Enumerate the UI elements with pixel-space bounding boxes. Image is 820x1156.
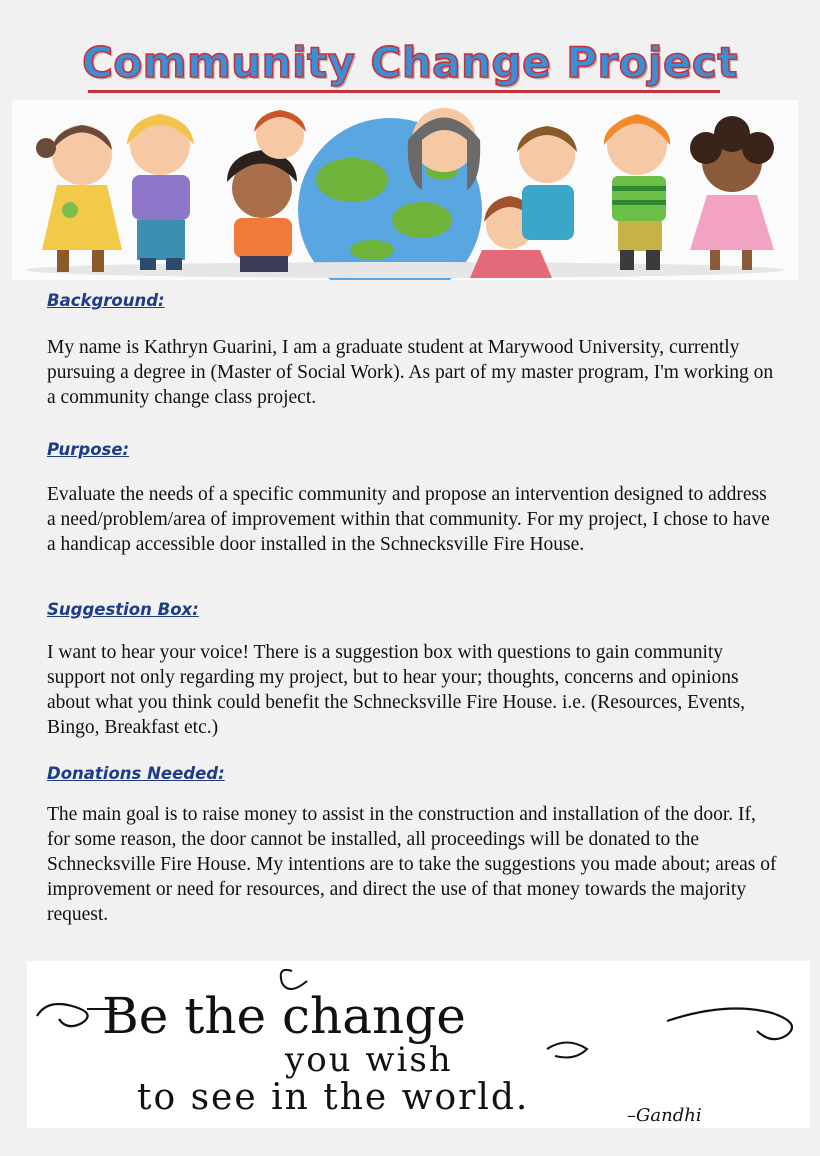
quote-attribution: –Gandhi (627, 1105, 702, 1126)
quote-line-1: Be the change (102, 987, 466, 1045)
children-globe-illustration (12, 100, 798, 280)
title-underline (88, 90, 720, 93)
purpose-text: Evaluate the needs of a specific community and propose an intervention designed to address a need/problem/area of improvement within that community. For my project, I chose to have a handicap accessible door installed in the Schnecksville Fire House. (47, 484, 770, 555)
donations-heading: Donations Needed: (47, 764, 225, 783)
quote-line-2: you wish (285, 1040, 453, 1080)
background-text: My name is Kathryn Guarini, I am a graduate student at Marywood University, currently pursuing a degree in (Master of Social Work). As part of my master program, I'm working on a community change class project. (47, 337, 774, 408)
page-title: Community Change Project (82, 38, 738, 87)
quote-art (27, 961, 810, 1128)
purpose-heading: Purpose: (47, 440, 130, 459)
suggestion-box-heading: Suggestion Box: (47, 600, 199, 619)
children-globe-image (12, 100, 798, 280)
background-heading: Background: (47, 291, 165, 310)
quote-box (27, 961, 810, 1128)
donations-text: The main goal is to raise money to assist in the construction and installation of the door. If, for some reason, the door cannot be installed, all proceedings will be donated to the Schnecksville Fire House. My intentions are to take the suggestions you made about; areas of improvement or need for resources, and direct the use of that money towards the majority request. (47, 804, 777, 925)
suggestion-box-text: I want to hear your voice! There is a suggestion box with questions to gain community support not only regarding my project, but to hear your; thoughts, concerns and opinions about what you think could benefit the Schnecksville Fire House. i.e. (Resources, Events, Bingo, Breakfast etc.) (47, 642, 746, 738)
quote-line-3: to see in the world. (137, 1077, 530, 1118)
